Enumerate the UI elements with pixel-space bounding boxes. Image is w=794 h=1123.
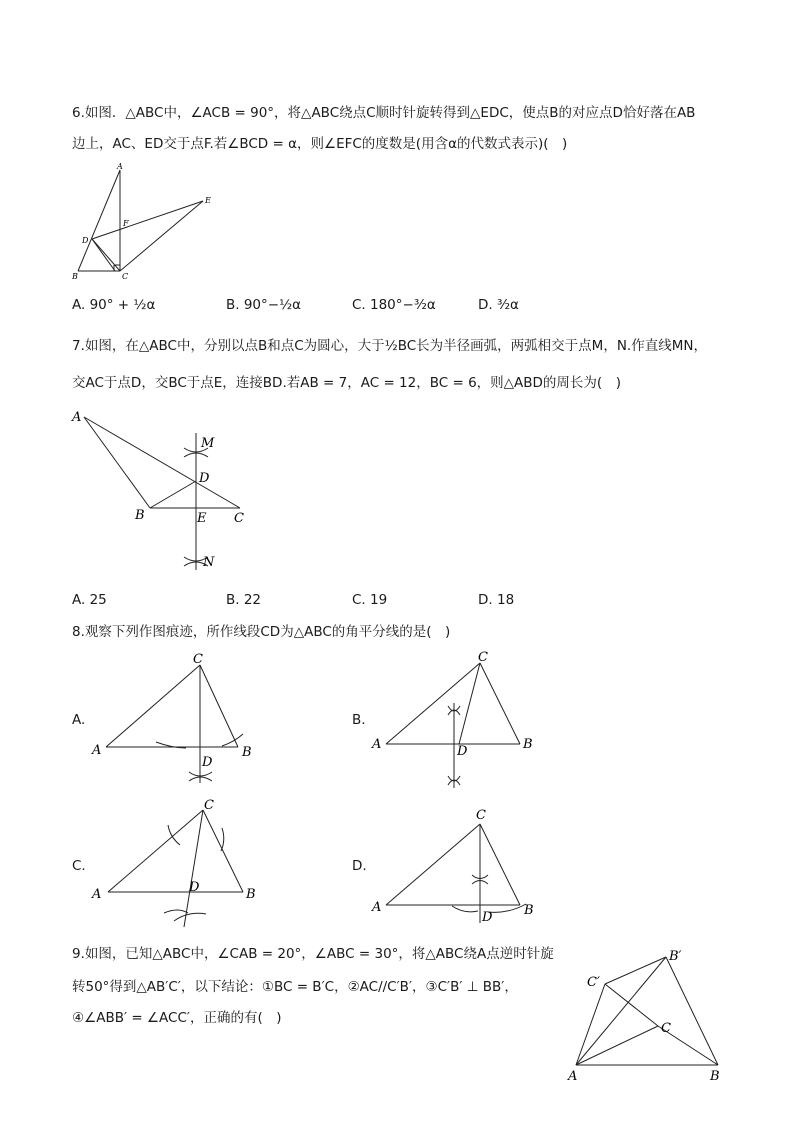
q9-label-c-prime: C′ — [587, 975, 600, 990]
q8b-label-b: B — [523, 737, 533, 752]
q7-stem-line2: 交AC于点D，交BC于点E，连接BD.若AB = 7，AC = 12，BC = 6，则△ABD的周长为( ) — [72, 375, 621, 391]
q8-option-d[interactable]: D. — [352, 858, 367, 874]
q9-figure — [560, 940, 740, 1090]
q8d-label-a: A — [372, 900, 382, 915]
q7-option-c[interactable]: C. 19 — [352, 592, 388, 608]
q7-label-b: B — [135, 508, 145, 523]
q8-figure-a — [88, 650, 268, 790]
q6-label-a: A — [117, 162, 123, 171]
q7-stem-line1: 7.如图，在△ABC中，分别以点B和点C为圆心，大于½BC长为半径画弧，两弧相交于点M，N.作直线MN， — [72, 338, 707, 354]
q7-label-e: E — [197, 511, 207, 526]
q8a-label-c: C — [193, 652, 203, 667]
q6-option-a[interactable]: A. 90° + ½α — [72, 297, 156, 313]
q7-option-b[interactable]: B. 22 — [226, 592, 262, 608]
q6-label-d: D — [82, 236, 89, 245]
q7-label-n: N — [203, 555, 215, 570]
q8d-label-b: B — [524, 903, 534, 918]
q6-label-b: B — [72, 272, 78, 281]
q7-figure — [70, 405, 260, 580]
q8d-label-d: D — [482, 910, 493, 925]
q8-option-c[interactable]: C. — [72, 858, 86, 874]
q6-label-f: F — [123, 219, 129, 228]
q8-figure-b — [368, 648, 548, 793]
q7-label-a: A — [72, 410, 82, 425]
q9-label-b-prime: B′ — [669, 949, 682, 964]
q9-stem-line3: ④∠ABB′ = ∠ACC′，正确的有( ) — [72, 1010, 282, 1026]
q9-label-c: C — [661, 1021, 671, 1036]
q6-option-d[interactable]: D. ³⁄₂α — [478, 297, 519, 313]
q6-label-c: C — [122, 272, 129, 281]
q8b-label-a: A — [372, 737, 382, 752]
q8c-label-a: A — [92, 887, 102, 902]
q8d-label-c: C — [476, 808, 486, 823]
q6-label-e: E — [205, 196, 211, 205]
q8b-label-c: C — [478, 650, 488, 665]
q9-label-b: B — [710, 1069, 720, 1084]
q8c-label-b: B — [246, 887, 256, 902]
q8-option-b[interactable]: B. — [352, 712, 366, 728]
q8-option-a[interactable]: A. — [72, 712, 86, 728]
q7-label-d: D — [199, 471, 210, 486]
q6-stem-line2: 边上，AC、ED交于点F.若∠BCD = α，则∠EFC的度数是(用含α的代数式表示)( ) — [72, 136, 568, 152]
q6-option-b[interactable]: B. 90°−½α — [226, 297, 302, 313]
q8-stem-line1: 8.观察下列作图痕迹，所作线段CD为△ABC的角平分线的是( ) — [72, 624, 451, 640]
q8-figure-d — [368, 804, 548, 929]
q6-option-c[interactable]: C. 180°−³⁄₂α — [352, 297, 436, 313]
q6-stem-line1: 6.如图．△ABC中，∠ACB = 90°，将△ABC绕点C顺时针旋转得到△EDC，使点B的对应点D恰好落在AB — [72, 105, 696, 121]
q8-figure-c — [88, 795, 268, 935]
q7-option-a[interactable]: A. 25 — [72, 592, 107, 608]
q8a-label-b: B — [242, 745, 252, 760]
q8c-label-d: D — [189, 880, 200, 895]
q7-label-c: C — [234, 511, 244, 526]
q7-option-d[interactable]: D. 18 — [478, 592, 515, 608]
q7-label-m: M — [201, 436, 215, 451]
q8b-label-d: D — [457, 744, 468, 759]
q8c-label-c: C — [204, 798, 214, 813]
q9-label-a: A — [568, 1069, 578, 1084]
q8a-label-a: A — [92, 743, 102, 758]
q9-stem-line1: 9.如图，已知△ABC中，∠CAB = 20°，∠ABC = 30°，将△ABC绕A点逆时针旋 — [72, 946, 554, 962]
q9-stem-line2: 转50°得到△AB′C′，以下结论：①BC = B′C，②AC//C′B′，③C′B′ ⊥ BB′， — [72, 979, 518, 995]
q6-figure — [70, 162, 220, 284]
q8a-label-d: D — [202, 755, 213, 770]
